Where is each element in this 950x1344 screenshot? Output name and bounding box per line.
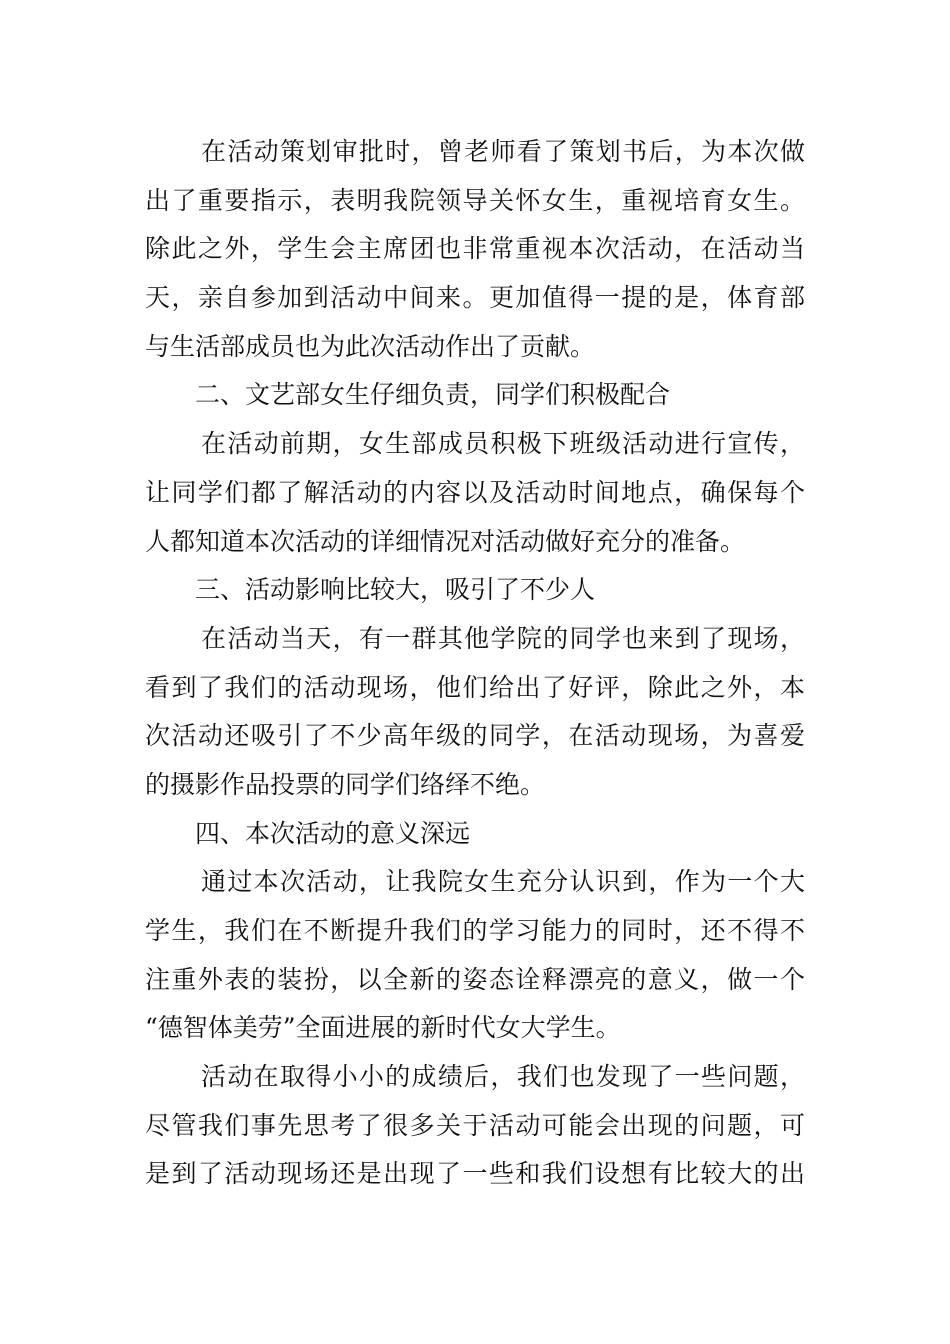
paragraph-line: 尽管我们事先思考了很多关于活动可能会出现的问题，可 [145, 1110, 805, 1140]
paragraph-line: 看到了我们的活动现场，他们给出了好评，除此之外，本 [145, 672, 805, 702]
paragraph-line: 的摄影作品投票的同学们络绎不绝。 [145, 769, 546, 799]
paragraph-line: 在活动前期，女生部成员积极下班级活动进行宣传， [201, 429, 805, 459]
paragraph-line: 除此之外，学生会主席团也非常重视本次活动，在活动当 [145, 234, 805, 264]
paragraph-line: 注重外表的装扮，以全新的姿态诠释漂亮的意义，做一个 [145, 964, 805, 994]
paragraph-line: 次活动还吸引了不少高年级的同学，在活动现场，为喜爱 [145, 721, 805, 751]
paragraph-line: 让同学们都了解活动的内容以及活动时间地点，确保每个 [145, 477, 805, 507]
section-heading: 四、本次活动的意义深远 [195, 818, 471, 848]
paragraph-line: 是到了活动现场还是出现了一些和我们设想有比较大的出 [145, 1159, 805, 1189]
paragraph-line: 学生，我们在不断提升我们的学习能力的同时，还不得不 [145, 916, 805, 945]
paragraph-line: 在活动当天，有一群其他学院的同学也来到了现场， [201, 623, 805, 653]
section-heading: 二、文艺部女生仔细负责，同学们积极配合 [195, 380, 671, 410]
section-heading: 三、活动影响比较大，吸引了不少人 [195, 575, 596, 605]
paragraph-line: 人都知道本次活动的详细情况对活动做好充分的准备。 [145, 526, 746, 556]
paragraph-line: 出了重要指示，表明我院领导关怀女生，重视培育女生。 [145, 185, 805, 215]
paragraph-line: 通过本次活动，让我院女生充分认识到，作为一个大 [201, 867, 805, 897]
paragraph-line: 在活动策划审批时，曾老师看了策划书后，为本次做 [201, 137, 805, 166]
document-body [145, 128, 805, 1199]
paragraph-line: 天，亲自参加到活动中间来。更加值得一提的是，体育部 [145, 283, 805, 313]
paragraph-line: 活动在取得小小的成绩后，我们也发现了一些问题， [201, 1062, 805, 1092]
paragraph-line: 与生活部成员也为此次活动作出了贡献。 [145, 331, 596, 361]
paragraph-line: “德智体美劳”全面进展的新时代女大学生。 [145, 1013, 621, 1043]
